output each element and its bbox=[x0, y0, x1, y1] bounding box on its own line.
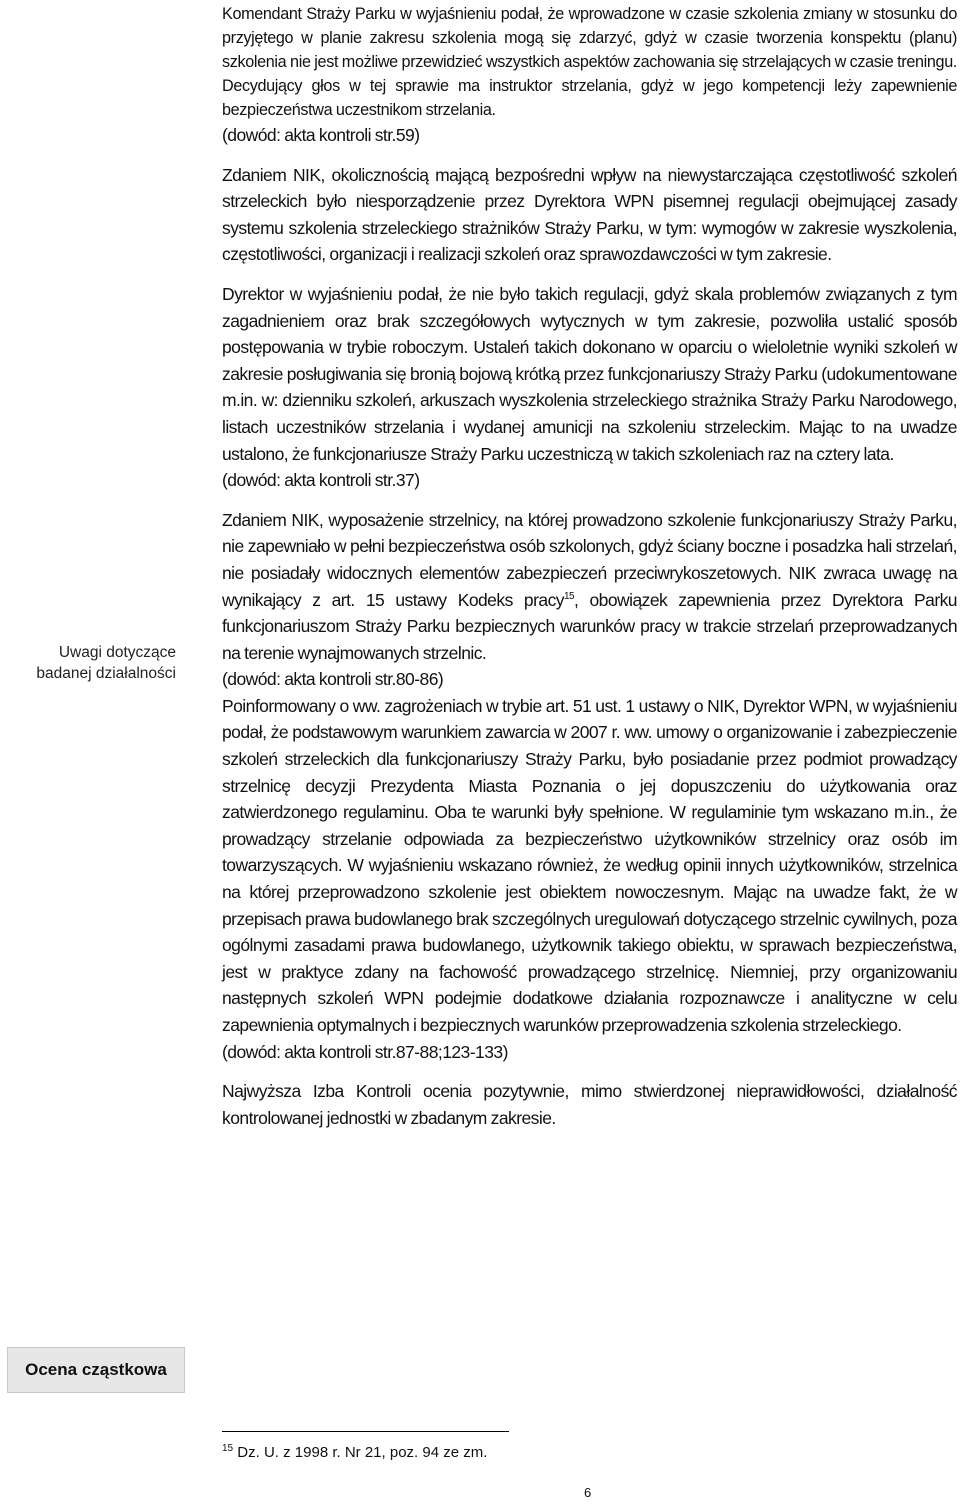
notes-section-label bbox=[0, 642, 176, 684]
notes-label-line2: badanej działalności bbox=[36, 665, 176, 682]
footnote-divider bbox=[222, 1431, 509, 1432]
paragraph-range-part2: , obowiązek zapewnienia przez Dyrektora Parku funkcjonariuszom Straży Parku bezpiecznych warunków pracy w trakcie strzelań przeprowadzanych na terenie wynajmowanych strzelnic. bbox=[222, 589, 957, 663]
score-section-label: Ocena cząstkowa bbox=[25, 1360, 167, 1379]
footnote-marker: 15 bbox=[563, 590, 574, 602]
paragraph-range-part1: Zdaniem NIK, wyposażenie strzelnicy, na której prowadzono szkolenie funkcjonariuszy Straży Parku, nie zapewniało w pełni bezpieczeństwa osób szkolonych, gdyż ściany boczne i posadzka hali strzelań, nie posiadały widocznych elementów zabezpieczeń przeciwrykoszetowych. NIK zwraca uwagę na wynikający z art. 15 ustawy Kodeks pracy bbox=[222, 509, 957, 610]
footnote-number: 15 bbox=[222, 1443, 234, 1454]
page-number: 6 bbox=[584, 1485, 592, 1500]
paragraph-director-response: Poinformowany o ww. zagrożeniach w trybie art. 51 ust. 1 ustawy o NIK, Dyrektor WPN, w wyjaśnieniu podał, że podstawowym warunkiem zawarcia w 2007 r. ww. umowy o organizowanie i zabezpieczenie szkoleń strzeleckich dla funkcjonariuszy Straży Parku, było posiadanie przez podmiot prowadzący strzelnicę decyzji Prezydenta Miasta Poznania o jej dopuszczeniu do użytkowania oraz zatwierdzonego regulaminu. Oba te warunki były spełnione. W regulaminie tym wskazano m.in., że prowadzący strzelanie odpowiada za bezpieczeństwo użytkowników strzelnicy oraz osób im towarzyszących. W wyjaśnieniu wskazano również, że według opinii innych użytkowników, strzelnica na której przeprowadzono szkolenie jest obiektem nowoczesnym. Mając na uwadze fakt, że w przepisach prawa budowlanego brak szczególnych uregulowań dotyczącego strzelnic cywilnych, poza ogólnymi zasadami prawa budowlanego, użytkownik takiego obiektu, w sprawach bezpieczeństwa, jest w praktyce zdany na fachowość prowadzącego strzelnicę. Niemniej, przy organizowaniu następnych szkoleń WPN podejmie dodatkowe działania rozpoznawcze i analityczne w celu zapewnienia optymalnych i bezpiecznych warunków przeprowadzenia szkolenia strzeleckiego. bbox=[222, 695, 957, 1035]
evidence-reference-2: (dowód: akta kontroli str.37) bbox=[222, 470, 420, 491]
document-body bbox=[222, 2, 957, 1131]
paragraph-overall-assessment: Najwyższa Izba Kontroli ocenia pozytywnie, mimo stwierdzonej nieprawidłowości, działalność kontrolowanej jednostki w zbadanym zakresie. bbox=[222, 1081, 957, 1128]
footnote-text: Dz. U. z 1998 r. Nr 21, poz. 94 ze zm. bbox=[233, 1444, 488, 1461]
footnote bbox=[222, 1443, 487, 1463]
score-section-box bbox=[7, 1347, 185, 1393]
paragraph-director-explanation: Dyrektor w wyjaśnieniu podał, że nie było takich regulacji, gdyż skala problemów związanych z tym zagadnieniem oraz brak szczegółowych wytycznych w tym zakresie, pozwoliła ustalić sposób postępowania w trybie roboczym. Ustaleń takich dokonano w oparciu o wieloletnie wyniki szkoleń w zakresie posługiwania się bronią bojową krótką przez funkcjonariuszy Straży Parku (udokumentowane m.in. w: dzienniku szkoleń, arkuszach wyszkolenia strzeleckiego strażnika Straży Parku Narodowego, listach uczestników strzelania i wydanej amunicji na szkoleniu strzeleckim. Mając to na uwadze ustalono, że funkcjonariusze Straży Parku uczestniczą w takich szkoleniach raz na cztery lata. bbox=[222, 283, 957, 464]
evidence-reference-1: (dowód: akta kontroli str.59) bbox=[222, 125, 420, 145]
notes-label-line1: Uwagi dotyczące bbox=[58, 644, 176, 661]
evidence-reference-4: (dowód: akta kontroli str.87-88;123-133) bbox=[222, 1041, 508, 1062]
evidence-reference-3: (dowód: akta kontroli str.80-86) bbox=[222, 669, 444, 690]
paragraph-nik-opinion-training: Zdaniem NIK, okolicznością mającą bezpośredni wpływ na niewystarczająca częstotliwość szkoleń strzeleckich było niesporządzenie przez Dyrektora WPN pisemnej regulacji obejmującej zasady systemu szkolenia strzeleckiego strażników Straży Parku, w tym: wymogów w zakresie wyszkolenia, częstotliwości, organizacji i realizacji szkoleń oraz sprawozdawczości w tym zakresie. bbox=[222, 164, 957, 265]
paragraph-nik-opinion-range bbox=[222, 507, 957, 667]
paragraph-commandant-explanation: Komendant Straży Parku w wyjaśnieniu podał, że wprowadzone w czasie szkolenia zmiany w stosunku do przyjętego w planie zakresu szkolenia mogą się zdarzyć, gdyż w czasie tworzenia konspektu (planu) szkolenia nie jest możliwe przewidzieć wszystkich aspektów zachowania się strzelających w czasie treningu. Decydujący głos w tej sprawie ma instruktor strzelania, gdyż w jego kompetencji leży zapewnienie bezpieczeństwa uczestnikom strzelania. bbox=[222, 5, 957, 119]
